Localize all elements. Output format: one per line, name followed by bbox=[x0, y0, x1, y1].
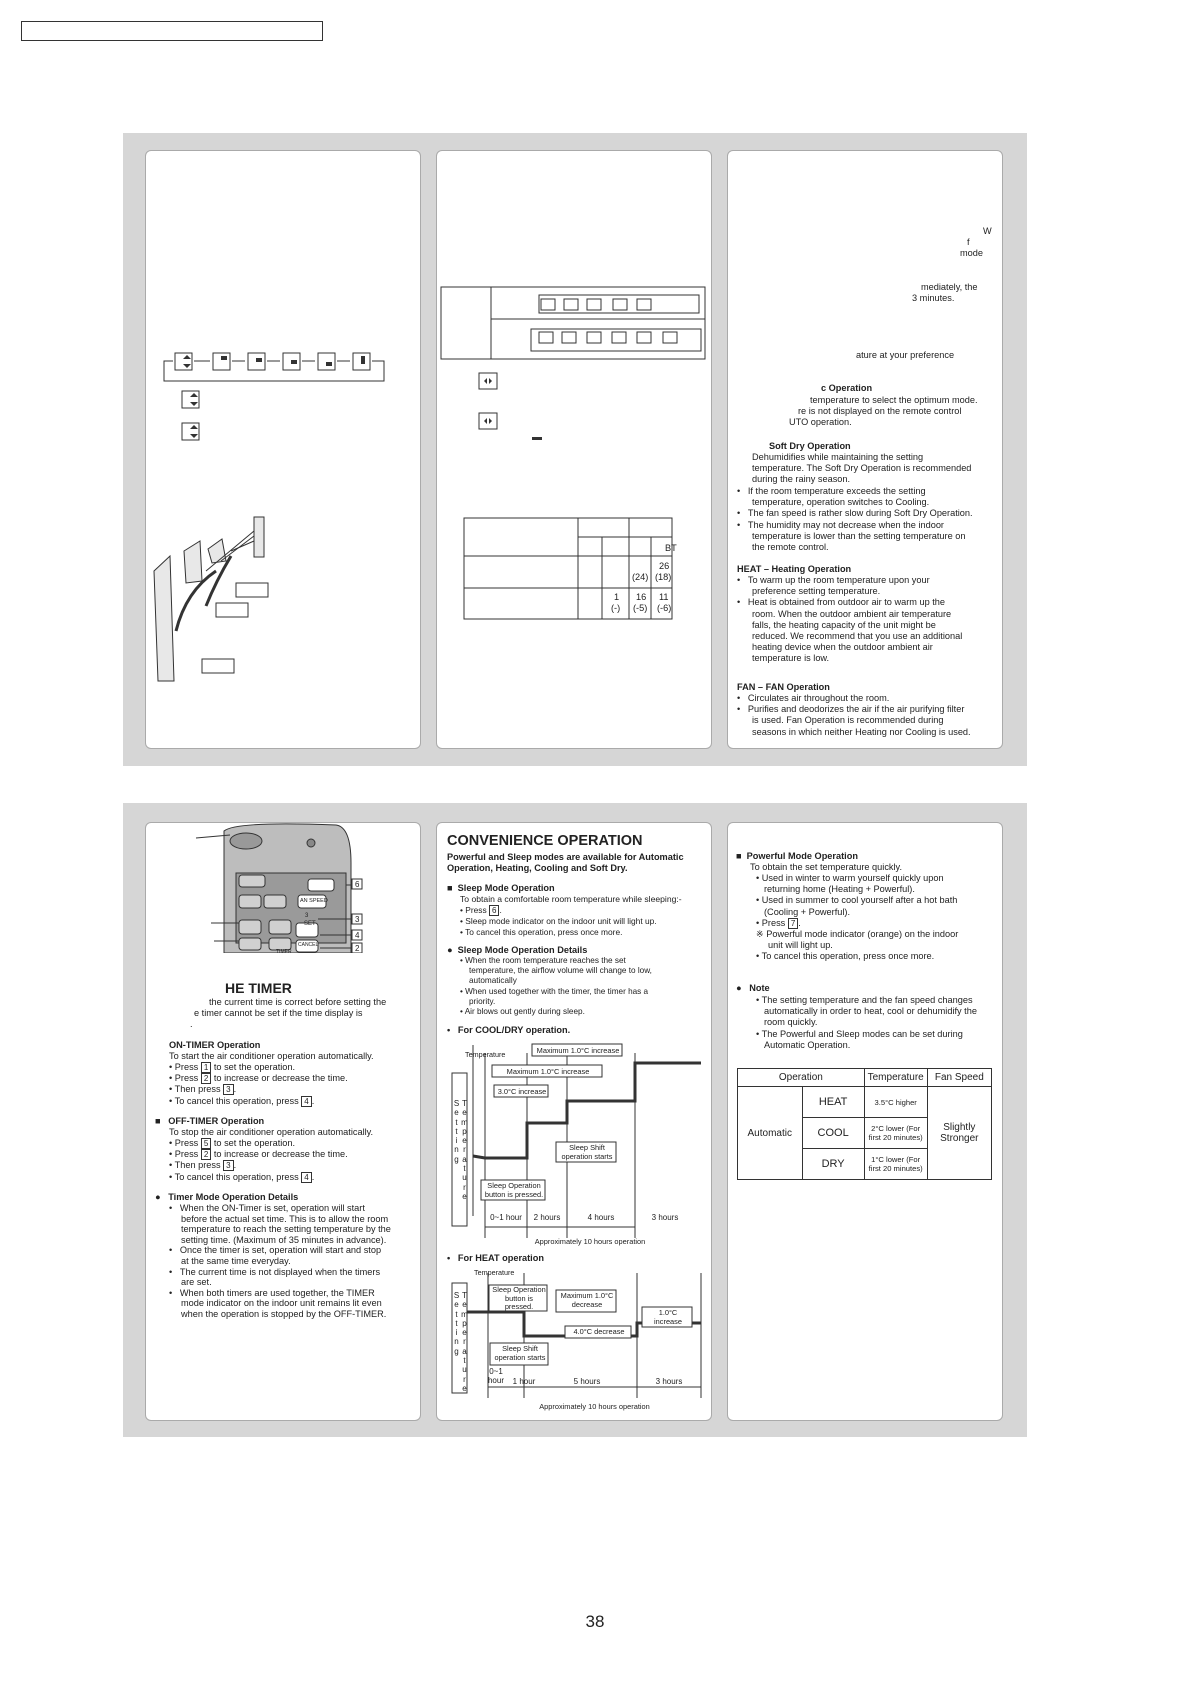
timer-details-title: ● Timer Mode Operation Details bbox=[155, 1192, 299, 1202]
fan-title: FAN – FAN Operation bbox=[737, 682, 830, 692]
table-group: Automatic bbox=[738, 1087, 803, 1180]
timer-label: TIMER bbox=[276, 949, 292, 955]
temp-18: (18) bbox=[655, 572, 672, 582]
convenience-title: CONVENIENCE OPERATION bbox=[447, 833, 643, 849]
cool-interval: 4 hours bbox=[587, 1213, 615, 1222]
heat-annotation: Sleep Shift operation starts bbox=[494, 1344, 546, 1362]
bottom-panel-1 bbox=[145, 822, 421, 1421]
top-panel-2 bbox=[436, 150, 712, 749]
convenience-subtitle: Operation, Heating, Cooling and Soft Dry. bbox=[447, 863, 628, 873]
temp-11: 11 bbox=[659, 592, 669, 602]
cool-total: Approximately 10 hours operation bbox=[534, 1237, 646, 1246]
fragment: f bbox=[967, 237, 970, 247]
powerful-title: ■ Powerful Mode Operation bbox=[736, 851, 858, 861]
convenience-subtitle: Powerful and Sleep modes are available for Automatic bbox=[447, 852, 684, 862]
fragment: W bbox=[983, 226, 992, 236]
sleep-details-title: ● Sleep Mode Operation Details bbox=[447, 945, 588, 955]
airflow-diagram bbox=[146, 151, 420, 748]
heat-annotation: Sleep Operation button is pressed. bbox=[492, 1285, 546, 1311]
callout-2: 2 bbox=[355, 944, 360, 953]
heat-interval: 0~1 hour bbox=[487, 1367, 504, 1385]
auto-line: temperature to select the optimum mode. bbox=[810, 395, 978, 405]
timer-intro: . bbox=[190, 1019, 193, 1029]
sleep-desc: To obtain a comfortable room temperature while sleeping:- bbox=[460, 894, 682, 904]
heat-interval: 3 hours bbox=[655, 1377, 683, 1386]
heat-label: • For HEAT operation bbox=[447, 1253, 544, 1263]
on-timer-desc: To start the air conditioner operation automatically. bbox=[169, 1051, 374, 1061]
temp-neg6: (-6) bbox=[657, 603, 672, 613]
off-timer-steps: • Press 5 to set the operation. • Press 2 to increase or decrease the time. • Then press 3 . • To cancel this operation, press 4 . bbox=[169, 1138, 348, 1182]
header-box bbox=[21, 21, 323, 41]
cool-annotation: Maximum 1.0°C increase bbox=[506, 1067, 590, 1076]
fragment: mode bbox=[960, 248, 983, 258]
fragment: 3 minutes. bbox=[912, 293, 955, 303]
callout-4: 4 bbox=[355, 931, 360, 940]
powerful-desc: To obtain the set temperature quickly. bbox=[750, 862, 903, 872]
powerful-bullets: • Used in winter to warm yourself quickly upon returning home (Heating + Powerful). • Used in summer to cool yourself after a hot bath (Cooling + Powerful). • Press 7 . ※ Powerful mode indicator (orange) on the indoor unit will light up. • To cancel this operation, press once more. bbox=[756, 873, 959, 962]
heat-interval: 1 hour bbox=[512, 1377, 536, 1386]
sleep-title: ■ Sleep Mode Operation bbox=[447, 883, 555, 893]
fragment: ature at your preference bbox=[856, 350, 955, 360]
bottom-panel-3 bbox=[727, 822, 1003, 1421]
fan-bullets: • Circulates air throughout the room. • Purifies and deodorizes the air if the air purifying filter is used. Fan Operation is recommended during seasons in which neither Heating nor Cooling is used. bbox=[737, 693, 971, 737]
temp-1: 1 bbox=[614, 592, 620, 602]
top-panel-3 bbox=[727, 150, 1003, 749]
temp-16: 16 bbox=[636, 592, 647, 602]
note-bullets: • The setting temperature and the fan speed changes automatically in order to heat, cool or dehumidify the room quickly. • The Powerful and Sleep modes can be set during Automatic Operation. bbox=[756, 995, 977, 1050]
heat-bullets: • To warm up the room temperature upon your preference setting temperature. • Heat is obtained from outdoor air to warm up the room. When the outdoor ambient air temperature falls, the heating capacity of the unit might be reduced. We recommend that you use an additional heating device when the outdoor ambient air temperature is low. bbox=[737, 575, 963, 664]
cool-vert-temperature: T e m p e r a t u r e bbox=[461, 1099, 468, 1201]
off-timer-title: ■ OFF-TIMER Operation bbox=[155, 1116, 265, 1126]
cool-annotation: Sleep Operation button is pressed. bbox=[484, 1181, 544, 1199]
top-panel-1 bbox=[145, 150, 421, 749]
softdry-bullets: • If the room temperature exceeds the setting temperature, operation switches to Cooling. • The fan speed is rather slow during Soft Dry Operation. • The humidity may not decrease when the indoor temperature is lower than the setting temperature on the remote control. bbox=[737, 486, 973, 553]
table-mode: DRY bbox=[802, 1149, 864, 1180]
cool-interval: 2 hours bbox=[533, 1213, 561, 1222]
table-header: Temperature bbox=[864, 1069, 927, 1087]
cool-annotation: Sleep Shift operation starts bbox=[561, 1143, 613, 1161]
temp-26: 26 bbox=[659, 561, 670, 571]
mode-diagram bbox=[437, 151, 711, 748]
table-temp: 3.5°C higher bbox=[864, 1087, 927, 1118]
cool-vert-setting: S e t t i n g bbox=[453, 1099, 460, 1164]
callout-3: 3 bbox=[355, 915, 360, 924]
timer-details: • When the ON-Timer is set, operation will start before the actual set time. This is to allow the room temperature to reach the setting temperature by the setting time. (Maximum of 35 minutes in advance). • Once the timer is set, operation will start and stop at the same time everyday. • The current time is not displayed when the timers are set. • When both timers are used together, the TIMER mode indicator on the indoor unit remains lit even when the operation is stopped by the OFF-TIMER. bbox=[169, 1203, 391, 1319]
heat-annotation: Maximum 1.0°C decrease bbox=[560, 1291, 614, 1309]
heat-title: HEAT – Heating Operation bbox=[737, 564, 852, 574]
table-header: Operation bbox=[738, 1069, 865, 1087]
cool-axis-label: Temperature bbox=[465, 1050, 506, 1059]
callout-6: 6 bbox=[355, 880, 360, 889]
cool-annotation: 3.0°C increase bbox=[497, 1087, 547, 1096]
cool-interval: 0~1 hour bbox=[490, 1213, 522, 1222]
sleep-details: • When the room temperature reaches the set temperature, the airflow volume will change to low, automatically • When used together with the timer, the timer has a priority. • Air blows out gently during sleep. bbox=[460, 956, 652, 1017]
sleep-bullets: • Press 6 . • Sleep mode indicator on the indoor unit will light up. • To cancel this operation, press once more. bbox=[460, 905, 657, 937]
softdry-title: Soft Dry Operation bbox=[769, 441, 851, 451]
table-temp: 1°C lower (For first 20 minutes) bbox=[864, 1149, 927, 1180]
heat-vert-setting: S e t t i n g bbox=[453, 1291, 460, 1356]
cool-dry-label: • For COOL/DRY operation. bbox=[447, 1025, 571, 1035]
table-header: Fan Speed bbox=[927, 1069, 991, 1087]
auto-title: c Operation bbox=[821, 383, 873, 393]
timer-intro: the current time is correct before setting the bbox=[209, 997, 387, 1007]
temp-neg: (-) bbox=[611, 603, 621, 613]
temp-table-bt: BT bbox=[665, 543, 677, 553]
cool-interval: 3 hours bbox=[651, 1213, 679, 1222]
auto-line: re is not displayed on the remote control bbox=[798, 406, 962, 416]
on-timer-steps: • Press 1 to set the operation. • Press 2 to increase or decrease the time. • Then press 3 . • To cancel this operation, press 4 . bbox=[169, 1062, 348, 1106]
heat-vert-temperature: T e m p e r a t u r e bbox=[461, 1291, 468, 1393]
auto-line: UTO operation. bbox=[789, 417, 852, 427]
powerful-table bbox=[737, 1068, 992, 1180]
remote-3-label: 3 bbox=[305, 913, 309, 919]
note-title: ● Note bbox=[736, 983, 770, 993]
cancel-label: CANCEL bbox=[298, 942, 319, 948]
timer-title: HE TIMER bbox=[225, 980, 292, 996]
timer-intro: e timer cannot be set if the time display is bbox=[194, 1008, 363, 1018]
remote-control-illustration bbox=[146, 823, 420, 953]
on-timer-title: ON-TIMER Operation bbox=[169, 1040, 261, 1050]
fragment: mediately, the bbox=[921, 282, 978, 292]
fan-speed-label: AN SPEED bbox=[300, 898, 328, 904]
temp-24: (24) bbox=[632, 572, 649, 582]
cool-annotation: Maximum 1.0°C increase bbox=[536, 1046, 620, 1055]
off-timer-desc: To stop the air conditioner operation automatically. bbox=[169, 1127, 374, 1137]
softdry-desc: Dehumidifies while maintaining the setting temperature. The Soft Dry Operation is recommended during the rainy season. bbox=[752, 452, 972, 485]
page-number: 38 bbox=[585, 1612, 605, 1631]
table-fan: Slightly Stronger bbox=[927, 1087, 991, 1180]
set-label: SET bbox=[304, 921, 316, 927]
heat-interval: 5 hours bbox=[573, 1377, 601, 1386]
heat-annotation: 1.0°C increase bbox=[654, 1308, 682, 1326]
temp-neg5: (-5) bbox=[633, 603, 648, 613]
heat-total: Approximately 10 hours operation bbox=[539, 1402, 650, 1411]
table-mode: HEAT bbox=[802, 1087, 864, 1118]
heat-axis-label: Temperature bbox=[474, 1268, 515, 1277]
heat-annotation: 4.0°C decrease bbox=[573, 1327, 625, 1336]
table-temp: 2°C lower (For first 20 minutes) bbox=[864, 1118, 927, 1149]
bottom-panel-2 bbox=[436, 822, 712, 1421]
table-mode: COOL bbox=[802, 1118, 864, 1149]
